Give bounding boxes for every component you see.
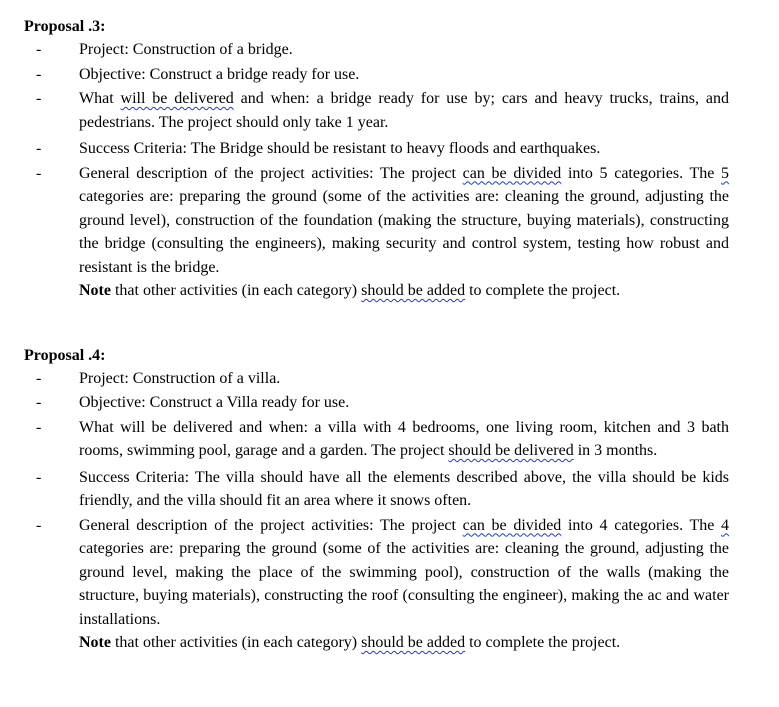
- bullet-dash: -: [36, 369, 42, 387]
- proposal-4-note: Note that other activities (in each category) should be added to complete the project.: [79, 634, 621, 651]
- proposal-4-title: Proposal .4:: [24, 346, 106, 364]
- proposal-3-title: Proposal .3:: [24, 18, 106, 35]
- proposal-4-general-description: - General description of the project activities: The project can be divided into 4 categories. The 4 categories are: preparing the ground (some of the activities are: cleaning the ground, adjusting the ground level, making the place of the swimming pool), construction of the walls (making the structure, buying materials), constructing the roof (consulting the engineer), making the ac and water installations.: [24, 514, 729, 632]
- spellcheck-flag: should be added: [361, 282, 466, 299]
- proposal-3-note: Note that other activities (in each category) should be added to complete the project.: [79, 282, 621, 299]
- proposal-3-success-criteria: - Success Criteria: The Bridge should be resistant to heavy floods and earthquakes.: [24, 137, 729, 161]
- bullet-dash: -: [36, 164, 42, 182]
- proposal-4-list: [24, 367, 754, 632]
- section-spacer: [24, 303, 754, 344]
- bullet-dash: -: [36, 468, 42, 486]
- bullet-dash: -: [36, 65, 42, 83]
- proposal-3-general-description: - General description of the project activities: The project can be divided into 5 categories. The 5 categories are: preparing the ground (some of the activities are: cleaning the ground, adjusting the ground level), construction of the foundation (making the structure, buying materials), constructing the bridge (consulting the engineers), making security and control system, testing how robust and resistant is the bridge.: [24, 162, 729, 280]
- proposal-3-project: - Project: Construction of a bridge.: [24, 38, 729, 62]
- proposal-4-delivery: - What will be delivered and when: a villa with 4 bedrooms, one living room, kitchen and 3 bath rooms, swimming pool, garage and a garden. The project should be delivered in 3 months.: [24, 416, 729, 463]
- proposal-4-section: [24, 344, 754, 655]
- proposal-3-section: [24, 15, 754, 303]
- bullet-dash: -: [36, 394, 42, 411]
- spellcheck-flag: 4: [721, 516, 730, 534]
- bullet-dash: -: [36, 516, 42, 534]
- bullet-dash: -: [36, 41, 42, 58]
- spellcheck-flag: will be delivered: [120, 90, 234, 107]
- spellcheck-flag: should be added: [361, 634, 466, 651]
- proposal-3-objective: - Objective: Construct a bridge ready for use.: [24, 63, 729, 87]
- spellcheck-flag: can be divided: [462, 516, 562, 534]
- proposal-4-project: - Project: Construction of a villa.: [24, 367, 729, 391]
- proposal-4-success-criteria: - Success Criteria: The villa should have all the elements described above, the villa should be kids friendly, and the villa should fit an area where it snows often.: [24, 466, 729, 513]
- bullet-dash: -: [36, 140, 42, 157]
- proposal-4-objective: - Objective: Construct a Villa ready for use.: [24, 391, 729, 415]
- proposal-3-delivery: - What will be delivered and when: a bridge ready for use by; cars and heavy trucks, trains, and pedestrians. The project should only take 1 year.: [24, 87, 729, 134]
- spellcheck-flag: 5: [721, 164, 730, 182]
- proposal-3-list: [24, 38, 754, 279]
- spellcheck-flag: can be divided: [462, 164, 562, 182]
- bullet-dash: -: [36, 418, 42, 436]
- spellcheck-flag: should be delivered: [448, 442, 574, 459]
- bullet-dash: -: [36, 90, 42, 107]
- document-page: [24, 15, 754, 655]
